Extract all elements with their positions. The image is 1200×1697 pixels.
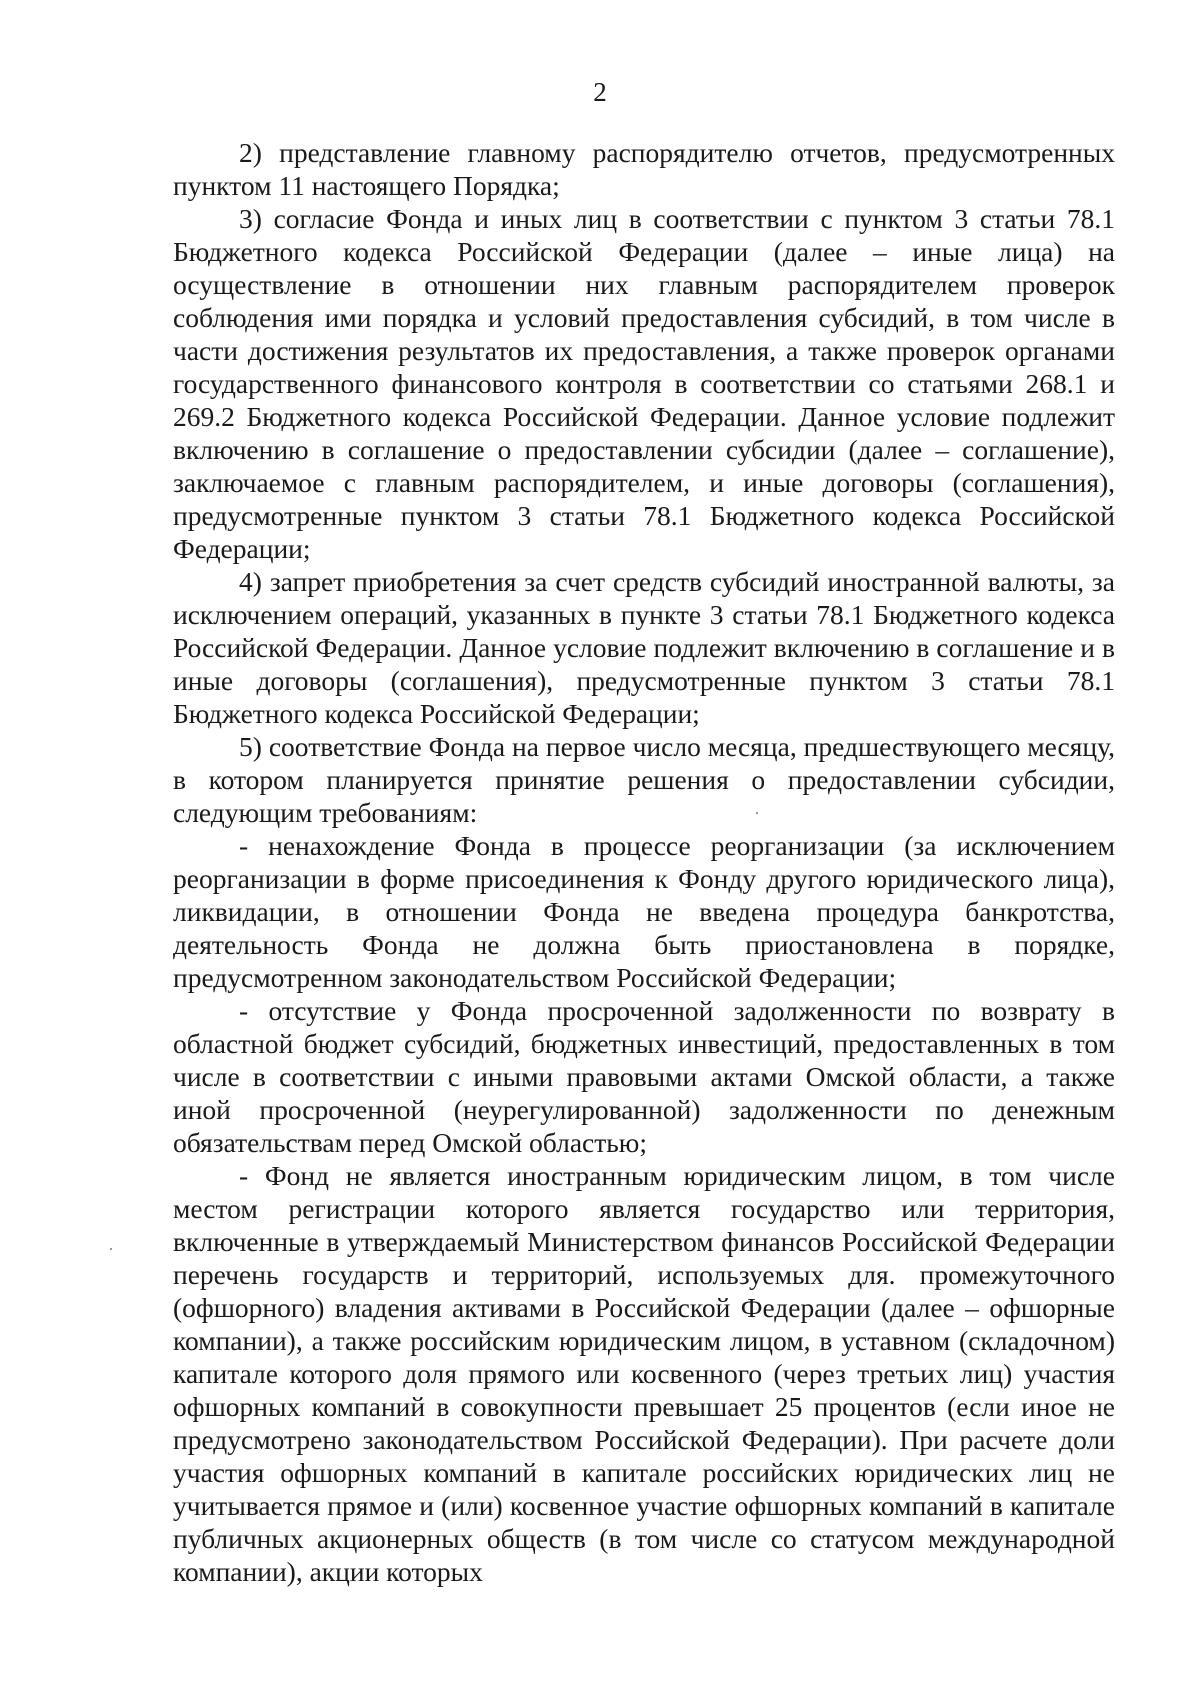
document-body [173, 136, 1115, 1588]
page-number: 2 [593, 77, 607, 107]
scan-speck [110, 1248, 112, 1250]
requirement-no-overdue-debt: - отсутствие у Фонда просроченной задолженности по возврату в областной бюджет субсидий, бюджетных инвестиций, предоставленных в том числе в соответствии с иными правовыми актами Омской области, а также иной просроченной (неурегулированной) задолженности по денежным обязательствам перед Омской областью; [173, 995, 1115, 1158]
requirement-not-foreign-entity: - Фонд не является иностранным юридическим лицом, в том числе местом регистрации которого является государство или территория, включенные в утверждаемый Министерством финансов Российской Федерации перечень государств и территорий, используемых для. промежуточного (офшорного) владения активами в Российской Федерации (далее – офшорные компании), а также российским юридическим лицом, в уставном (складочном) капитале которого доля прямого или косвенного (через третьих лиц) участия офшорных компаний в совокупности превышает 25 процентов (если иное не предусмотрено законодательством Российской Федерации). При расчете доли участия офшорных компаний в капитале российских юридических лиц не учитывается прямое и (или) косвенное участие офшорных компаний в капитале публичных акционерных обществ (в том числе со статусом международной компании), акции которых [173, 1160, 1115, 1587]
scan-speck [756, 812, 758, 814]
paragraph-item-2: 2) представление главному распорядителю отчетов, предусмотренных пунктом 11 настоящего Порядка; [173, 137, 1115, 201]
requirement-no-reorganization: - ненахождение Фонда в процессе реорганизации (за исключением реорганизации в форме присоединения к Фонду другого юридического лица), ликвидации, в отношении Фонда не введена процедура банкротства, деятельность Фонда не должна быть приостановлена в порядке, предусмотренном законодательством Российской Федерации; [173, 830, 1115, 993]
paragraph-item-4: 4) запрет приобретения за счет средств субсидий иностранной валюты, за исключением операций, указанных в пункте 3 статьи 78.1 Бюджетного кодекса Российской Федерации. Данное условие подлежит включению в соглашение и в иные договоры (соглашения), предусмотренные пунктом 3 статьи 78.1 Бюджетного кодекса Российской Федерации; [173, 566, 1115, 729]
paragraph-item-5: 5) соответствие Фонда на первое число месяца, предшествующего месяцу, в котором планируется принятие решения о предоставлении субсидии, следующим требованиям: [173, 731, 1115, 828]
paragraph-item-3: 3) согласие Фонда и иных лиц в соответствии с пунктом 3 статьи 78.1 Бюджетного кодекса Российской Федерации (далее – иные лица) на осуществление в отношении них главным распорядителем проверок соблюдения ими порядка и условий предоставления субсидий, в том числе в части достижения результатов их предоставления, а также проверок органами государственного финансового контроля в соответствии со статьями 268.1 и 269.2 Бюджетного кодекса Российской Федерации. Данное условие подлежит включению в соглашение о предоставлении субсидии (далее – соглашение), заключаемое с главным распорядителем, и иные договоры (соглашения), предусмотренные пунктом 3 статьи 78.1 Бюджетного кодекса Российской Федерации; [173, 203, 1115, 564]
